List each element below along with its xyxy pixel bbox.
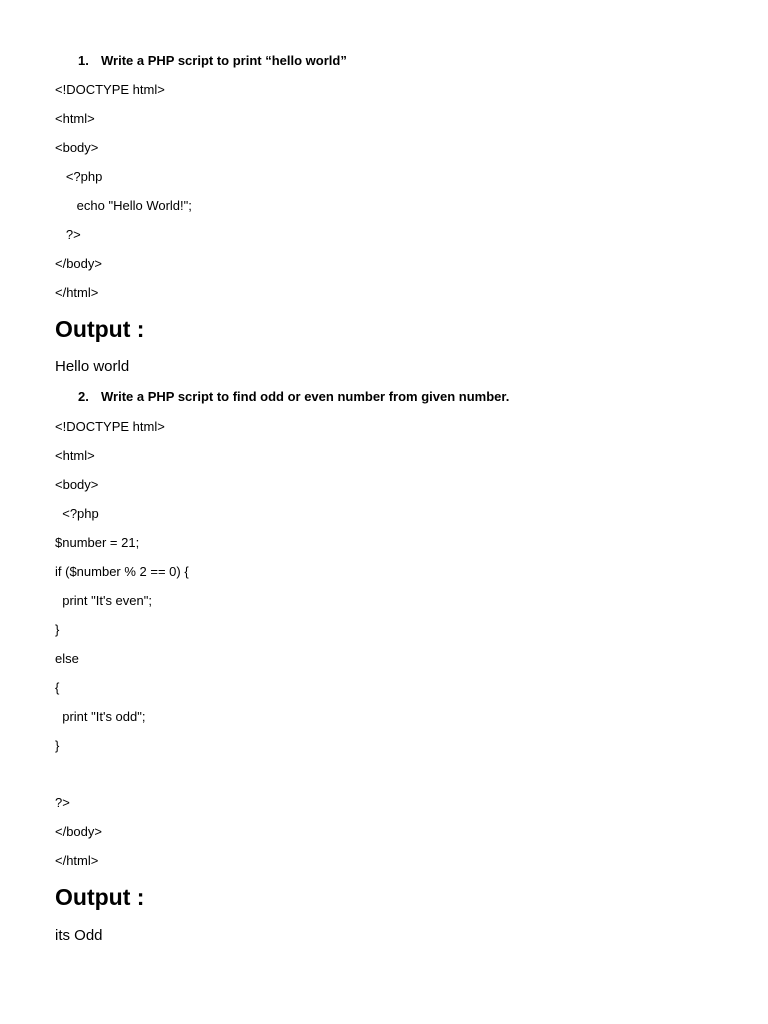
code-line: <body> <box>55 140 99 155</box>
code-line: ?> <box>55 795 70 810</box>
code-line: </html> <box>55 285 99 300</box>
code-line: </body> <box>55 256 102 271</box>
output-2-value: its Odd <box>55 927 103 944</box>
code-line: { <box>55 680 60 695</box>
code-line: $number = 21; <box>55 535 140 550</box>
question-2-number: 2. <box>78 389 89 404</box>
code-line: else <box>55 651 79 666</box>
code-line: if ($number % 2 == 0) { <box>55 564 189 579</box>
code-line: ?> <box>55 227 81 242</box>
question-1-number: 1. <box>78 53 89 68</box>
question-1-title: Write a PHP script to print “hello world” <box>101 53 347 68</box>
question-2-heading <box>78 389 509 405</box>
output-1-value: Hello world <box>55 358 130 375</box>
output-1-label: Output : <box>55 316 145 342</box>
code-line: print "It's even"; <box>55 593 152 608</box>
code-line: echo "Hello World!"; <box>55 198 192 213</box>
code-line: <body> <box>55 477 99 492</box>
code-line: <!DOCTYPE html> <box>55 419 165 434</box>
code-line: <?php <box>55 169 103 184</box>
code-line: } <box>55 738 60 753</box>
output-2-label: Output : <box>55 884 145 910</box>
question-1-heading <box>78 53 347 69</box>
code-line: <html> <box>55 111 95 126</box>
code-line: print "It's odd"; <box>55 709 146 724</box>
code-line: } <box>55 622 60 637</box>
question-2-title: Write a PHP script to find odd or even number from given number. <box>101 389 510 404</box>
code-line: </body> <box>55 824 102 839</box>
code-line: <?php <box>55 506 99 521</box>
code-line: <!DOCTYPE html> <box>55 82 165 97</box>
code-line: </html> <box>55 853 99 868</box>
code-line: <html> <box>55 448 95 463</box>
